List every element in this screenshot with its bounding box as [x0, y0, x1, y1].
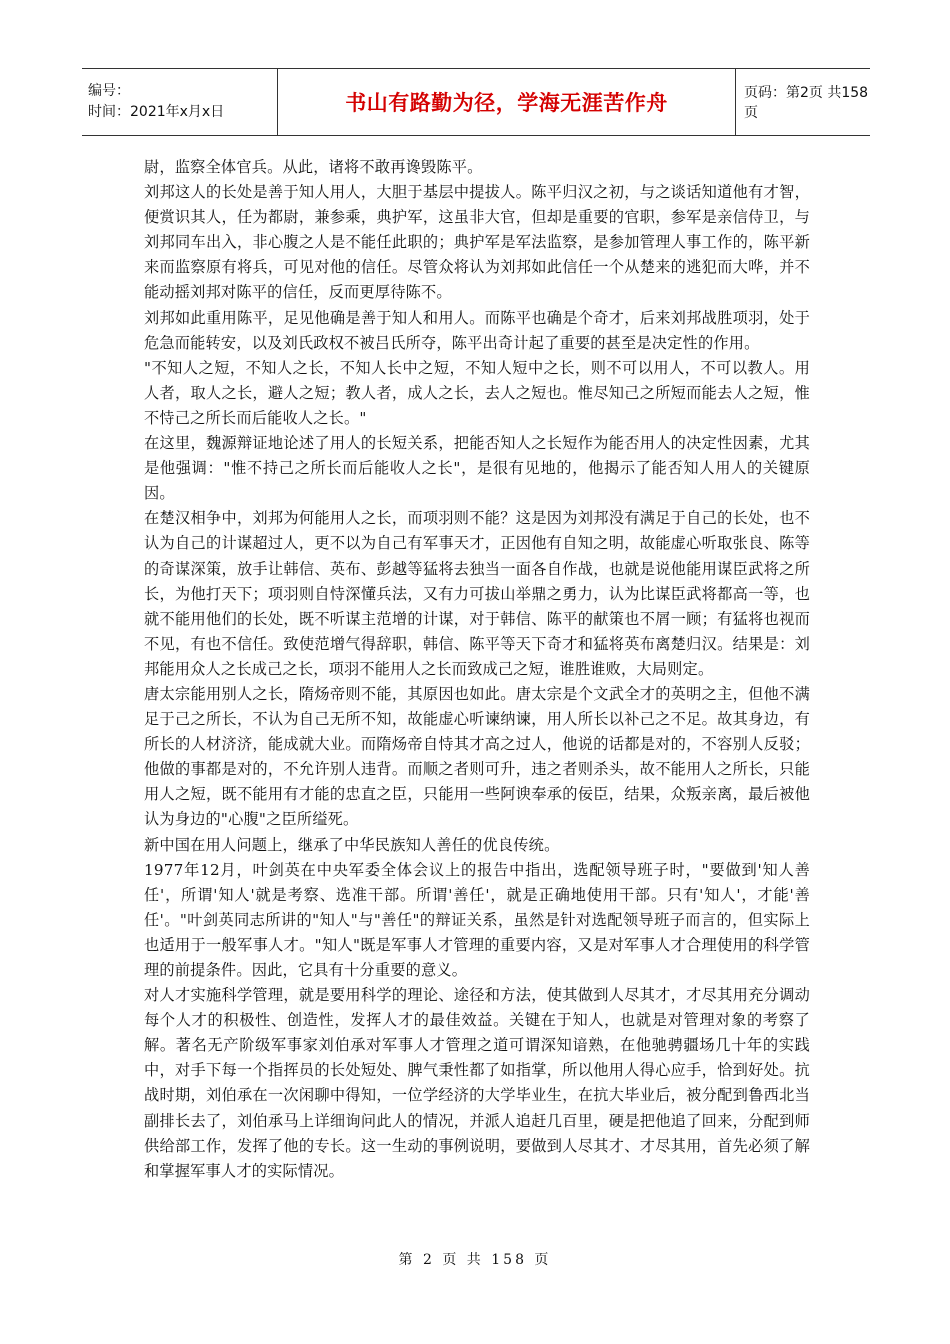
document-number-label: 编号：	[88, 83, 130, 99]
page-footer: 第 2 页 共 158 页	[398, 1252, 552, 1268]
paragraph: 1977年12月，叶剑英在中央军委全体会议上的报告中指出，选配领导班子时，"要做到'知人善任'，所谓'知人'就是考察、选准干部。所谓'善任'，就是正确地使用干部。只有'知人'，才能'善任'。"叶剑英同志所讲的"知人"与"善任"的辩证关系，虽然是针对选配领导班子而言的，但实际上也适用于一般军事人才。"知人"既是军事人才管理的重要内容，又是对军事人才合理使用的科学管理的前提条件。因此，它具有十分重要的意义。	[144, 860, 810, 979]
paragraph: 对人才实施科学管理，就是要用科学的理论、途径和方法，使其做到人尽其才，才尽其用充分调动每个人才的积极性、创造性，发挥人才的最佳效益。关键在于知人，也就是对管理对象的考察了解。著名无产阶级军事家刘伯承对军事人才管理之道可谓深知谙熟，在他驰骋疆场几十年的实践中，对手下每一个指挥员的长处短处、脾气秉性都了如指掌，所以他用人得心应手，恰到好处。抗战时期，刘伯承在一次闲聊中得知，一位学经济的大学毕业生，在抗大毕业后，被分配到鲁西北当副排长去了，刘伯承马上详细询问此人的情况，并派人追赶几百里，硬是把他追了回来，分配到师供给部工作，发挥了他的专长。这一生动的事例说明，要做到人尽其才、才尽其用，首先必须了解和掌握军事人才的实际情况。	[144, 986, 810, 1180]
paragraph: 尉，监察全体官兵。从此，诸将不敢再谗毁陈平。	[144, 158, 483, 176]
paragraph: "不知人之短，不知人之长，不知人长中之短，不知人短中之长，则不可以用人，不可以教人。用人者，取人之长，避人之短；教人者，成人之长，去人之短也。惟尽知己之所短而能去人之短，惟不恃己之所长而后能收人之长。"	[144, 358, 810, 427]
paragraph: 刘邦这人的长处是善于知人用人，大胆于基层中提拔人。陈平归汉之初，与之谈话知道他有才智，便赏识其人，任为都尉，兼参乘，典护军，这虽非大官，但却是重要的官职，参军是亲信侍卫，与刘邦同车出入，非心腹之人是不能任此职的；典护军是军法监察，是参加管理人事工作的，陈平新来而监察原有将兵，可见对他的信任。尽管众将认为刘邦如此信任一个从楚来的逃犯而大哗，并不能动摇刘邦对陈平的信任，反而更厚待陈不。	[144, 183, 810, 302]
paragraph: 在这里，魏源辩证地论述了用人的长短关系，把能否知人之长短作为能否用人的决定性因素，尤其是他强调："惟不持己之所长而后能收人之长"，是很有见地的，他揭示了能否知人用人的关键原因。	[144, 434, 810, 503]
page-header	[82, 68, 870, 136]
header-motto: 书山有路勤为径，学海无涯苦作舟	[278, 69, 736, 135]
paragraph: 在楚汉相争中，刘邦为何能用人之长，而项羽则不能？这是因为刘邦没有满足于自己的长处，也不认为自己的计谋超过人，更不以为自己有军事天才，正因他有自知之明，故能虚心听取张良、陈等的奇谋深策，放手让韩信、英布、彭越等猛将去独当一面各自作战，也就是说他能用谋臣武将之所长，为他打天下；项羽则自恃深懂兵法，又有力可拔山举鼎之勇力，认为比谋臣武将都高一等，也就不能用他们的长处，既不听谋主范增的计谋，对于韩信、陈平的献策也不屑一顾；有猛将也视而不见，有也不信任。致使范增气得辞职，韩信、陈平等天下奇才和猛将英布离楚归汉。结果是：刘邦能用众人之长成己之长，项羽不能用人之长而致成己之短，谁胜谁败，大局则定。	[144, 509, 810, 678]
paragraph: 唐太宗能用别人之长，隋炀帝则不能，其原因也如此。唐太宗是个文武全才的英明之主，但他不满足于己之所长，不认为自己无所不知，故能虚心听谏纳谏，用人所长以补己之不足。故其身边，有所长的人材济济，能成就大业。而隋炀帝自恃其才高之过人，他说的话都是对的，不容别人反驳；他做的事都是对的，不允许别人违背。而顺之者则可升，违之者则杀头，故不能用人之所长，只能用人之短，既不能用有才能的忠直之臣，只能用一些阿谀奉承的佞臣，结果，众叛亲离，最后被他认为身边的"心腹"之臣所缢死。	[144, 684, 810, 829]
document-body	[144, 155, 810, 1184]
paragraph: 刘邦如此重用陈平，足见他确是善于知人和用人。而陈平也确是个奇才，后来刘邦战胜项羽，处于危急而能转安，以及刘氏政权不被吕氏所夺，陈平出奇计起了重要的甚至是决定性的作用。	[144, 308, 810, 352]
header-meta-cell	[82, 69, 278, 135]
paragraph: 新中国在用人问题上，继承了中华民族知人善任的优良传统。	[144, 835, 560, 854]
document-date: 时间：2021年x月x日	[88, 104, 225, 120]
header-page-info: 页码：第2页 共158页	[744, 85, 869, 121]
